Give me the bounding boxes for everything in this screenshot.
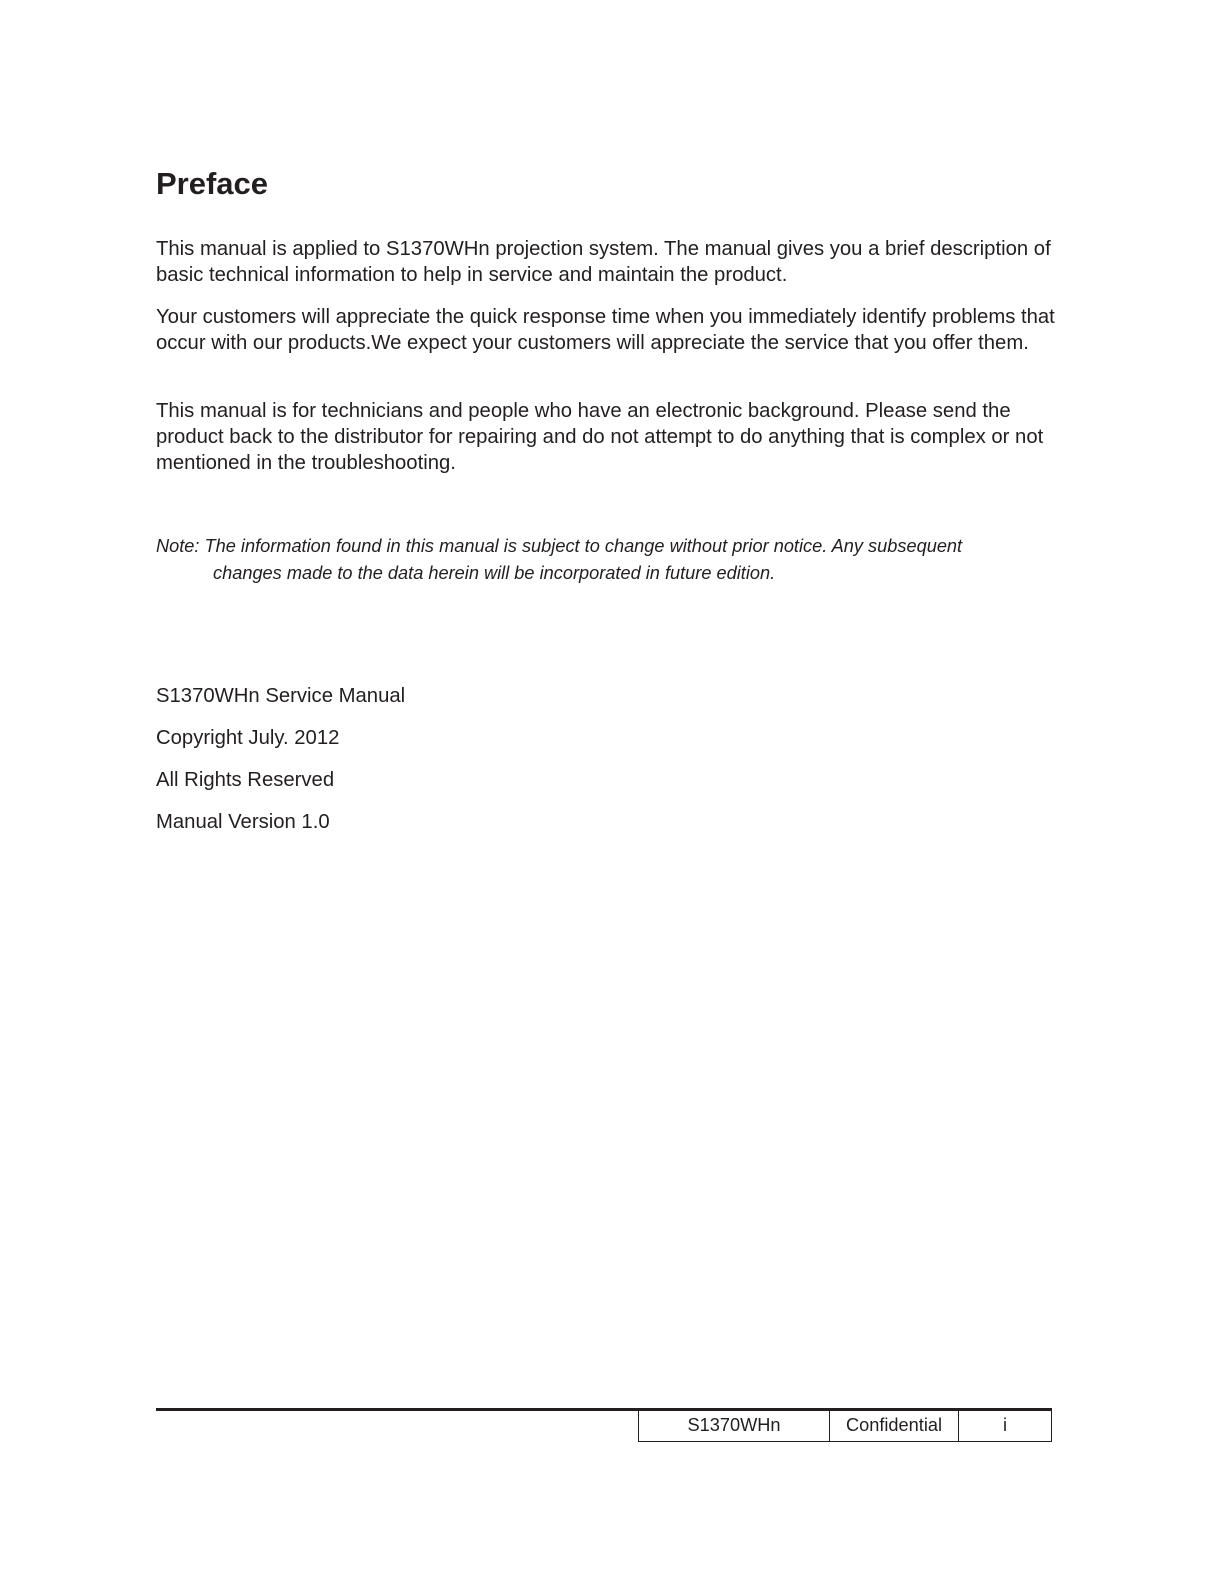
copyright-line: Copyright July. 2012	[156, 727, 340, 749]
footer-table	[638, 1411, 1052, 1442]
preface-paragraph-3: This manual is for technicians and people who have an electronic background. Please send the product back to the distributor for repairing and do not attempt to do anything that is complex or not mentioned in the troubleshooting.	[156, 400, 1044, 474]
footer-model: S1370WHn	[687, 1415, 781, 1435]
footer-page-number: i	[958, 1411, 1051, 1441]
manual-version: Manual Version 1.0	[156, 811, 330, 833]
rights-line: All Rights Reserved	[156, 769, 335, 791]
preface-paragraph-1: This manual is applied to S1370WHn projection system. The manual gives you a brief description of basic technical information to help in service and maintain the product.	[156, 238, 1051, 286]
manual-name: S1370WHn Service Manual	[156, 685, 406, 707]
preface-paragraph-2: Your customers will appreciate the quick response time when you immediately identify problems that occur with our products.We expect your customers will appreciate the service that you offer them.	[156, 306, 1055, 354]
page-title: Preface	[156, 166, 269, 201]
footer-confidential: Confidential	[829, 1411, 958, 1441]
change-notice: Note: The information found in this manual is subject to change without prior notice. Any subsequent changes made to the data herein will be incorporated in future edition.	[156, 536, 963, 583]
